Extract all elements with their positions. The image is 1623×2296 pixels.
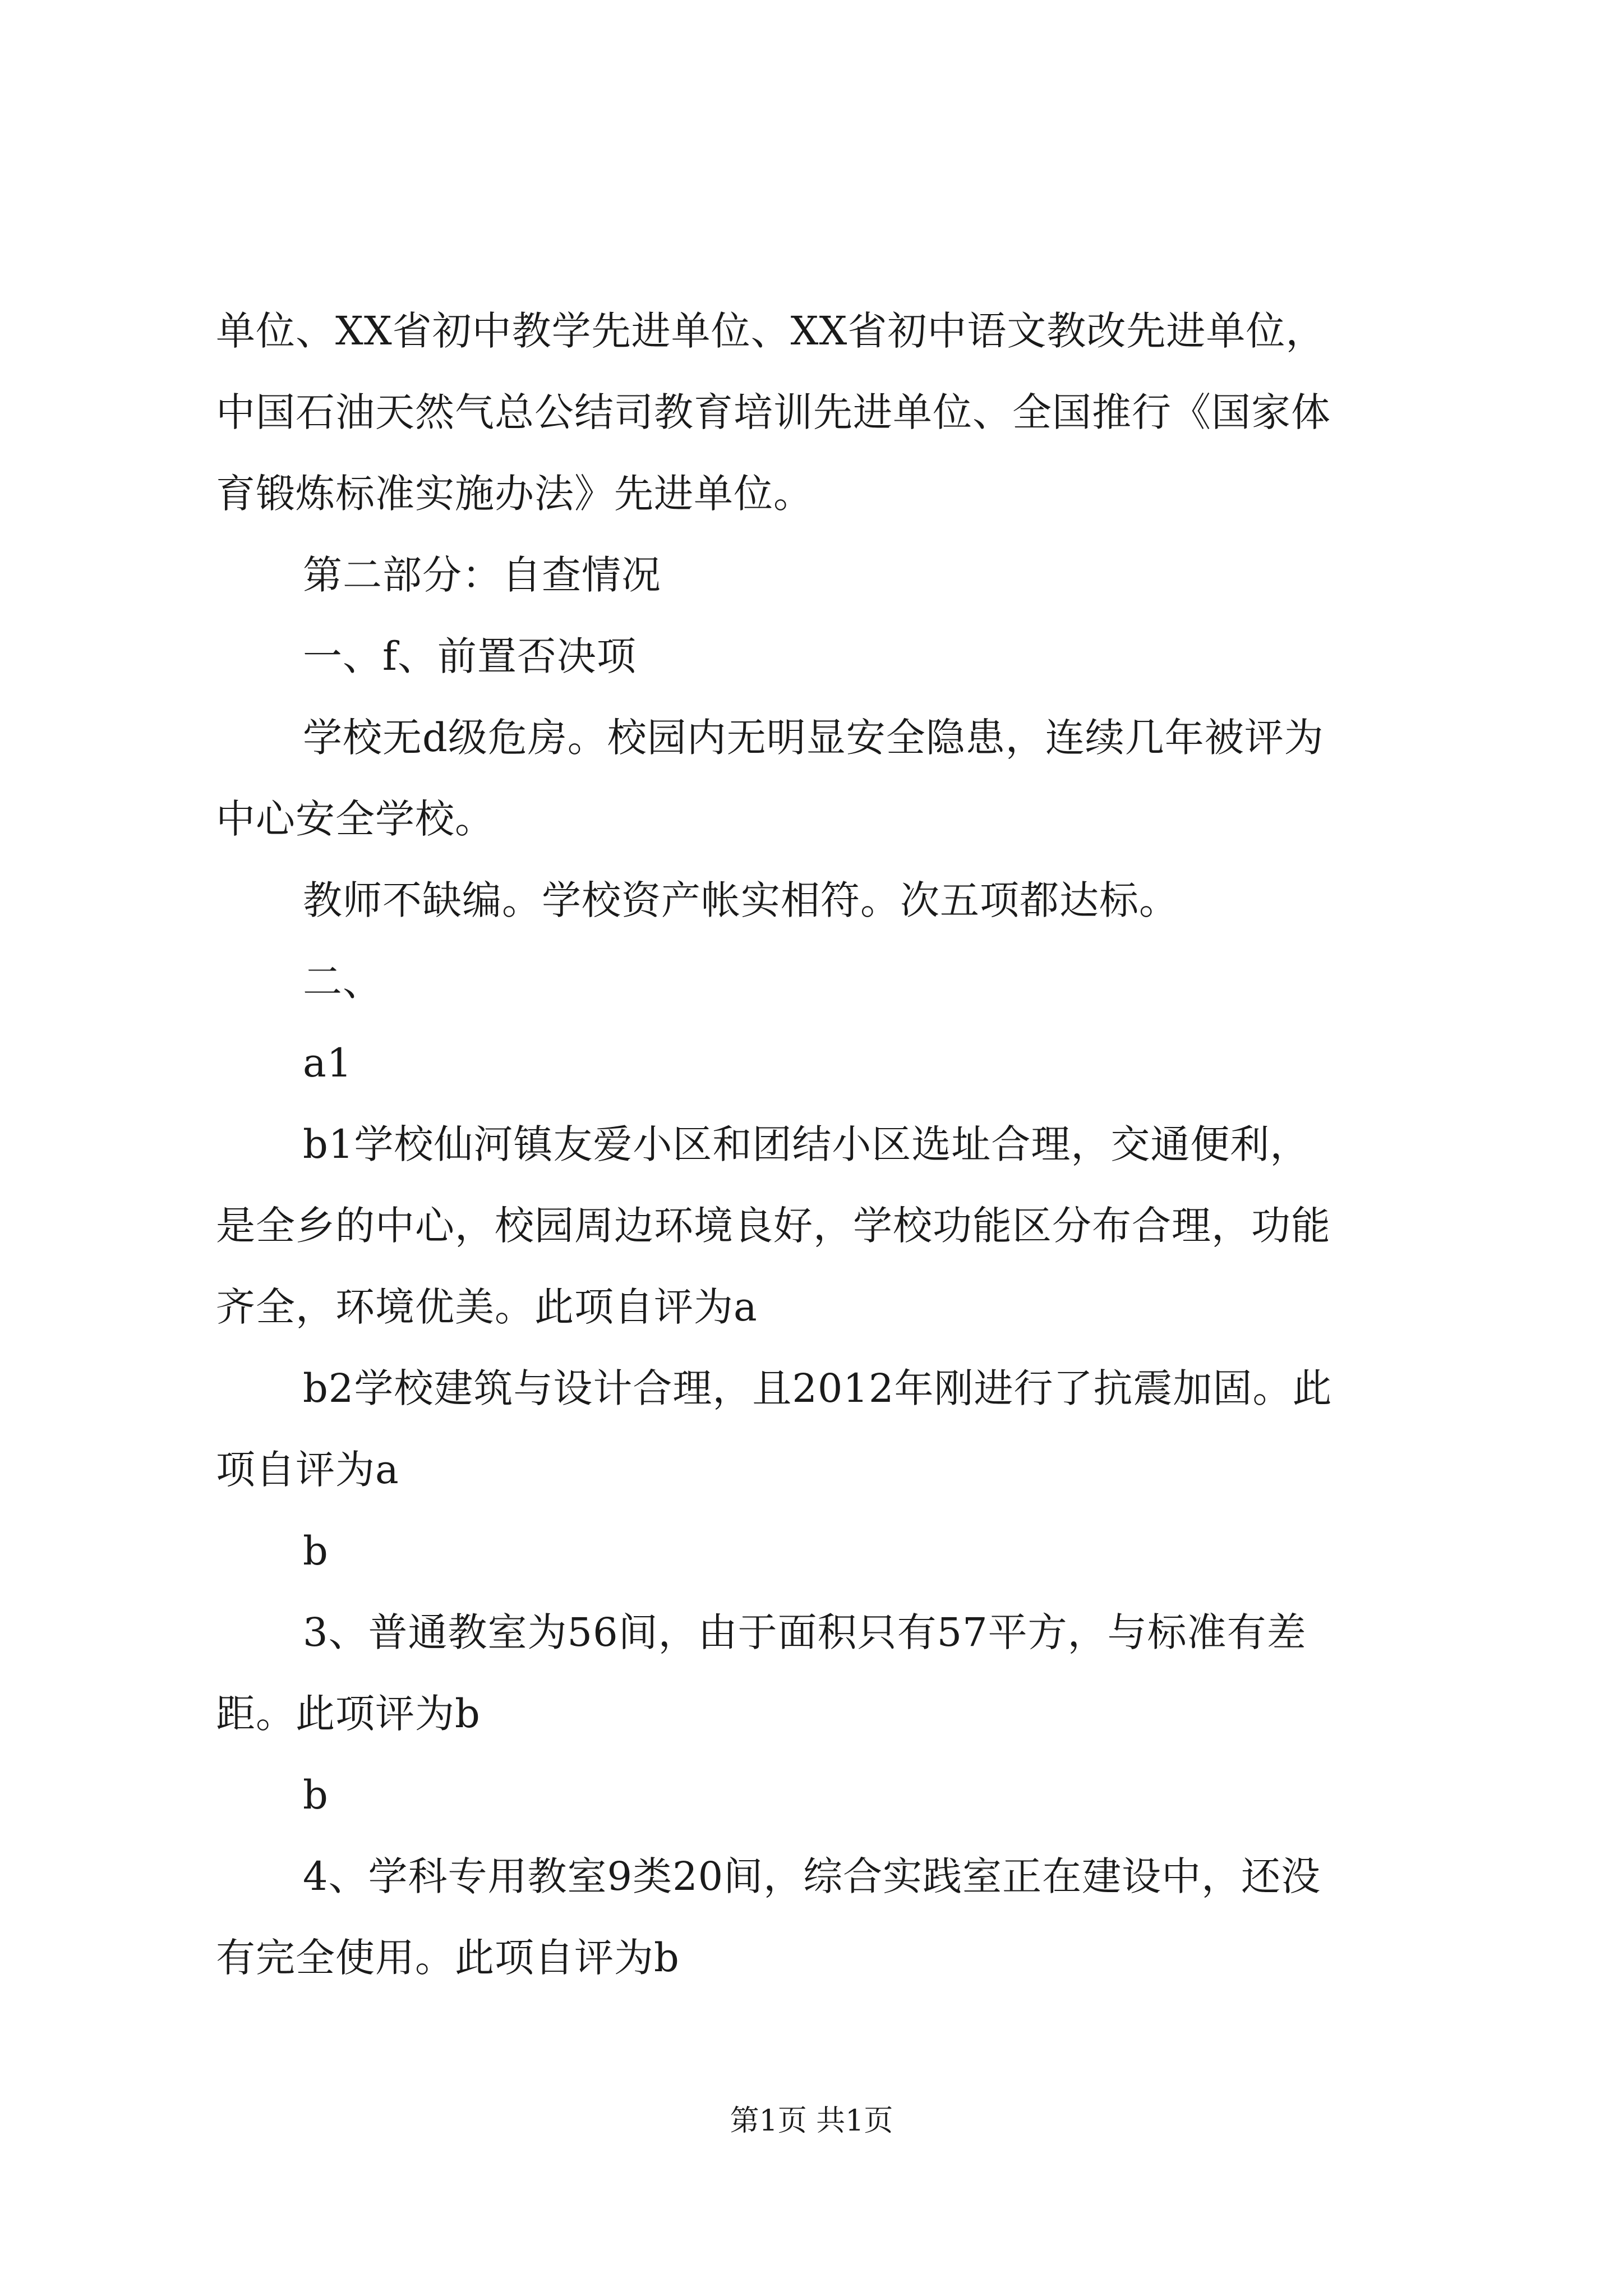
text-line: 中心安全学校。 — [216, 796, 495, 842]
text-line: b1学校仙河镇友爱小区和团结小区选址合理，交通便利， — [303, 1121, 1310, 1167]
text-line: 有完全使用。此项自评为b — [216, 1935, 680, 1981]
text-line: 单位、XX省初中教学先进单位、XX省初中语文教改先进单位， — [216, 308, 1326, 354]
text-line: 齐全，环境优美。此项自评为a — [216, 1284, 758, 1330]
text-line: 项自评为a — [216, 1447, 399, 1493]
page-footer: 第1页 共1页 — [730, 2104, 893, 2138]
section-heading: 第二部分：自查情况 — [303, 552, 661, 598]
text-line: 距。此项评为b — [216, 1691, 481, 1737]
text-line: 学校无d级危房。校园内无明显安全隐患，连续几年被评为 — [303, 715, 1324, 761]
text-line: 4、学科专用教室9类20间，综合实践室正在建设中，还没 — [303, 1853, 1321, 1899]
text-line: b2学校建筑与设计合理，且2012年刚进行了抗震加固。此 — [303, 1365, 1332, 1411]
item-label: b — [303, 1528, 329, 1574]
text-line: 是全乡的中心，校园周边环境良好，学校功能区分布合理，功能 — [216, 1203, 1331, 1249]
text-line: 教师不缺编。学校资产帐实相符。次五项都达标。 — [303, 877, 1179, 923]
text-line: 3、普通教室为56间，由于面积只有57平方，与标准有差 — [303, 1609, 1307, 1655]
text-line: 育锻炼标准实施办法》先进单位。 — [216, 471, 813, 517]
item-label: a1 — [303, 1040, 353, 1086]
item-label: b — [303, 1772, 329, 1818]
subsection-heading: 一、f、前置否决项 — [303, 633, 637, 679]
subsection-heading: 二、 — [303, 959, 382, 1005]
text-line: 中国石油天然气总公结司教育培训先进单位、全国推行《国家体 — [216, 389, 1331, 435]
